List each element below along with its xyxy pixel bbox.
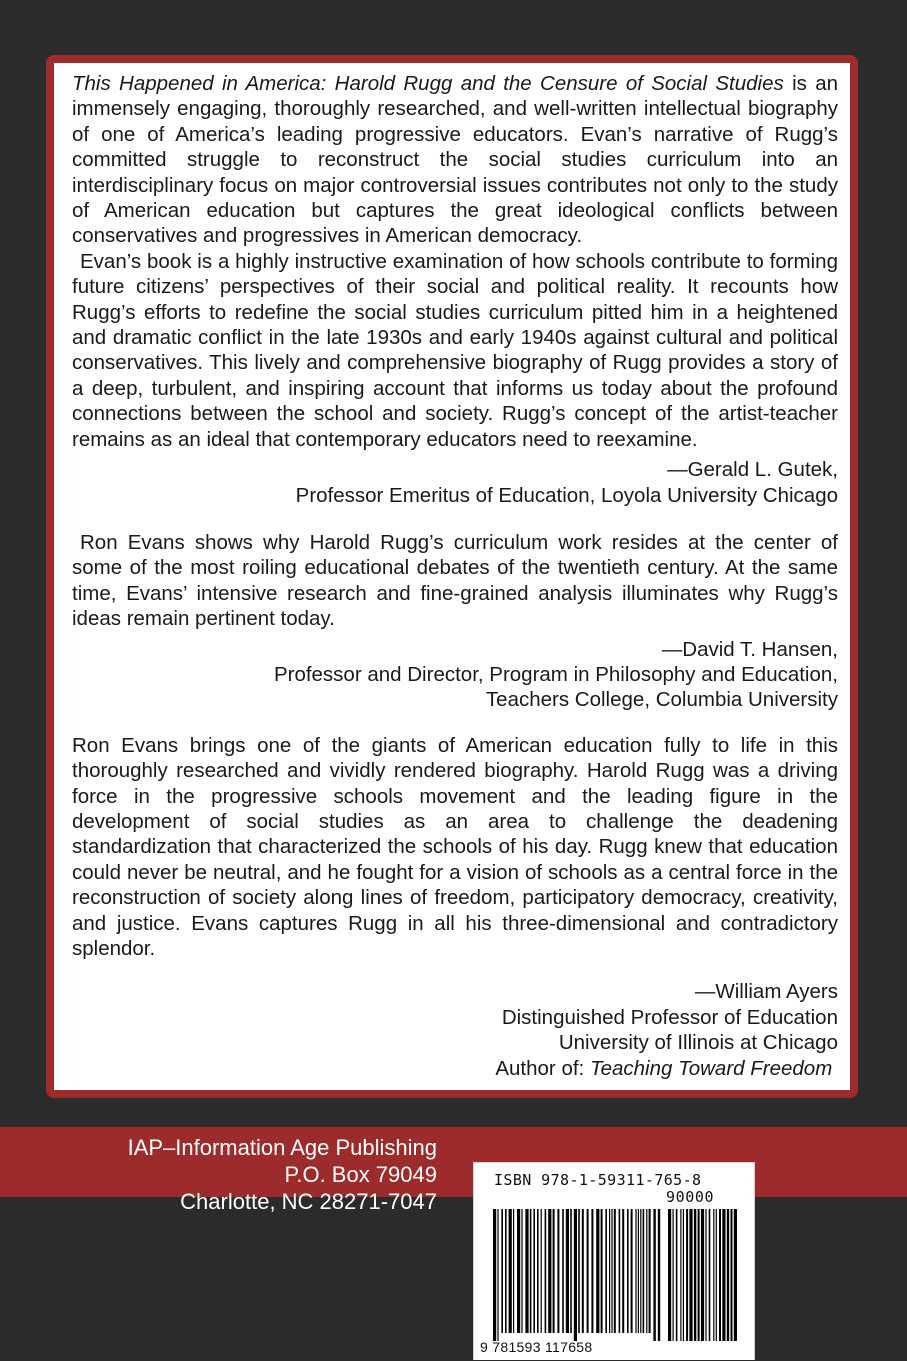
barcode-bar: [658, 1209, 660, 1341]
barcode-bar: [638, 1209, 639, 1333]
addon-bar: [731, 1209, 733, 1341]
barcode-bar: [622, 1209, 624, 1333]
barcode-bar: [619, 1209, 621, 1333]
reviewer-name: —Gerald L. Gutek,: [667, 458, 838, 482]
review1-attribution: [72, 457, 838, 508]
review2-attribution: [72, 637, 838, 713]
publisher-address-line2: Charlotte, NC 28271-7047: [180, 1189, 437, 1214]
reviewer-affiliation: University of Illinois at Chicago: [558, 1031, 838, 1055]
barcode-box: [473, 1162, 755, 1360]
barcode-image: [474, 1163, 756, 1361]
barcode-bar: [533, 1209, 535, 1333]
review-panel: [46, 55, 858, 1098]
addon-bar: [683, 1209, 684, 1341]
review1-paragraph1-text: is an immensely engaging, thoroughly researched, and well-written intellectual biography of one of America’s leading progressive educators. Evan’s narrative of Rugg’s committed struggle to reconstruct the social studies curriculum into an interdisciplinary focus on major controversial issues contributes not only to the study of American education but captures the great ideological conflicts between conservatives and progressives in American democracy.: [72, 72, 838, 248]
review-content: [72, 71, 838, 1081]
reviewer-book: [72, 1056, 838, 1081]
addon-bar: [689, 1209, 692, 1341]
barcode-bar: [537, 1209, 539, 1333]
barcode-bar: [541, 1209, 542, 1333]
reviewer-title: Professor Emeritus of Education, Loyola University Chicago: [295, 483, 838, 507]
barcode-bar: [627, 1209, 629, 1333]
addon-bar: [673, 1209, 674, 1341]
barcode-bar: [578, 1209, 580, 1333]
barcode-bar: [530, 1209, 532, 1333]
reviewer-name: —William Ayers: [694, 980, 838, 1004]
barcode-bar: [614, 1209, 616, 1333]
publisher-address-line1: P.O. Box 79049: [284, 1162, 437, 1187]
reviewer-title: Distinguished Professor of Education: [501, 1005, 838, 1029]
barcode-bar: [570, 1209, 572, 1333]
barcode-bar: [605, 1209, 607, 1333]
barcode-bar: [521, 1209, 522, 1333]
review3-attribution: [72, 979, 838, 1081]
author-of-label: Author of:: [495, 1056, 590, 1080]
ean-digits: 9 781593 117658: [480, 1339, 593, 1355]
barcode-bar: [646, 1209, 647, 1333]
barcode-bar: [631, 1209, 633, 1333]
barcode-bar: [566, 1209, 569, 1333]
barcode-bar: [574, 1209, 577, 1341]
barcode-bar: [517, 1209, 520, 1333]
barcode-bar: [545, 1209, 547, 1333]
reviewer-affiliation: Teachers College, Columbia University: [485, 688, 838, 712]
barcode-bar: [562, 1209, 564, 1333]
barcode-bar: [525, 1209, 528, 1333]
addon-bar: [727, 1209, 729, 1341]
barcode-bar: [553, 1209, 555, 1333]
addon-bar: [716, 1209, 717, 1341]
reviewer-book-title: Teaching Toward Freedom: [589, 1056, 833, 1080]
barcode-bar: [596, 1209, 599, 1333]
isbn-label: ISBN 978-1-59311-765-8: [494, 1171, 702, 1189]
barcode-bar: [609, 1209, 610, 1333]
barcode-bar: [501, 1209, 503, 1333]
barcode-bar: [509, 1209, 512, 1333]
barcode-bar: [640, 1209, 641, 1333]
barcode-bar: [635, 1209, 636, 1333]
addon-bar: [705, 1209, 706, 1341]
review1-paragraph1: [72, 71, 838, 249]
addon-bar: [676, 1209, 678, 1341]
barcode-bar: [653, 1209, 655, 1341]
addon-bar: [694, 1209, 696, 1341]
barcode-bar: [582, 1209, 584, 1333]
addon-bar: [698, 1209, 700, 1341]
publisher-name: IAP–Information Age Publishing: [127, 1135, 437, 1160]
addon-bar: [709, 1209, 711, 1341]
barcode-bar: [505, 1209, 507, 1333]
addon-digits: 90000: [666, 1188, 715, 1206]
addon-bar: [719, 1209, 721, 1341]
addon-bar: [668, 1209, 671, 1341]
barcode-bar: [497, 1209, 498, 1341]
publisher-info: [128, 1134, 437, 1215]
addon-bar: [734, 1209, 737, 1341]
barcode-bar: [493, 1209, 496, 1341]
barcode-bar: [611, 1209, 612, 1333]
barcode-bar: [601, 1209, 603, 1333]
reviewer-name: —David T. Hansen,: [661, 637, 838, 661]
review3-paragraph: Ron Evans brings one of the giants of American education fully to life in this thoroughly researched and vividly rendered biography. Harold Rugg was a driving force in the progressive schools movement and the leading figure in the development of social studies as an area to challenge the deadening standardization that characterized the schools of his day. Rugg knew that education could never be neutral, and he fought for a vision of schools as a central force in the reconstruction of society along lines of freedom, participatory democracy, creativity, and justice. Evans captures Rugg in all his three-dimensional and contradictory splendor.: [72, 733, 838, 960]
barcode-bar: [649, 1209, 651, 1333]
barcode-bar: [643, 1209, 645, 1333]
book-title: This Happened in America: Harold Rugg and the Censure of Social Studies: [72, 72, 784, 95]
addon-bar: [686, 1209, 688, 1341]
addon-bar: [713, 1209, 714, 1341]
addon-bar: [722, 1209, 725, 1341]
addon-bar: [701, 1209, 704, 1341]
reviewer-title: Professor and Director, Program in Philosophy and Education,: [273, 662, 838, 686]
barcode-bar: [513, 1209, 514, 1333]
review2-paragraph: Ron Evans shows why Harold Rugg’s curriculum work resides at the center of some of the most roiling educational debates of the twentieth century. At the same time, Evans’ intensive research and fine-grained analysis illuminates why Rugg’s ideas remain pertinent today.: [72, 530, 838, 631]
barcode-bar: [557, 1209, 559, 1333]
barcode-bar: [591, 1209, 593, 1333]
addon-bar: [680, 1209, 681, 1341]
barcode-bar: [587, 1209, 589, 1333]
barcode-bar: [548, 1209, 551, 1333]
review1-paragraph2: Evan’s book is a highly instructive examination of how schools contribute to forming future citizens’ perspectives of their social and political reality. It recounts how Rugg’s efforts to redefine the social studies curriculum pitted him in a heightened and dramatic conflict in the late 1930s and early 1940s against cultural and political conservatives. This lively and comprehensive biography of Rugg provides a story of a deep, turbulent, and inspiring account that informs us today about the profound connections between the school and society. Rugg’s concept of the artist-teacher remains as an ideal that contemporary educators need to reexamine.: [72, 249, 838, 451]
